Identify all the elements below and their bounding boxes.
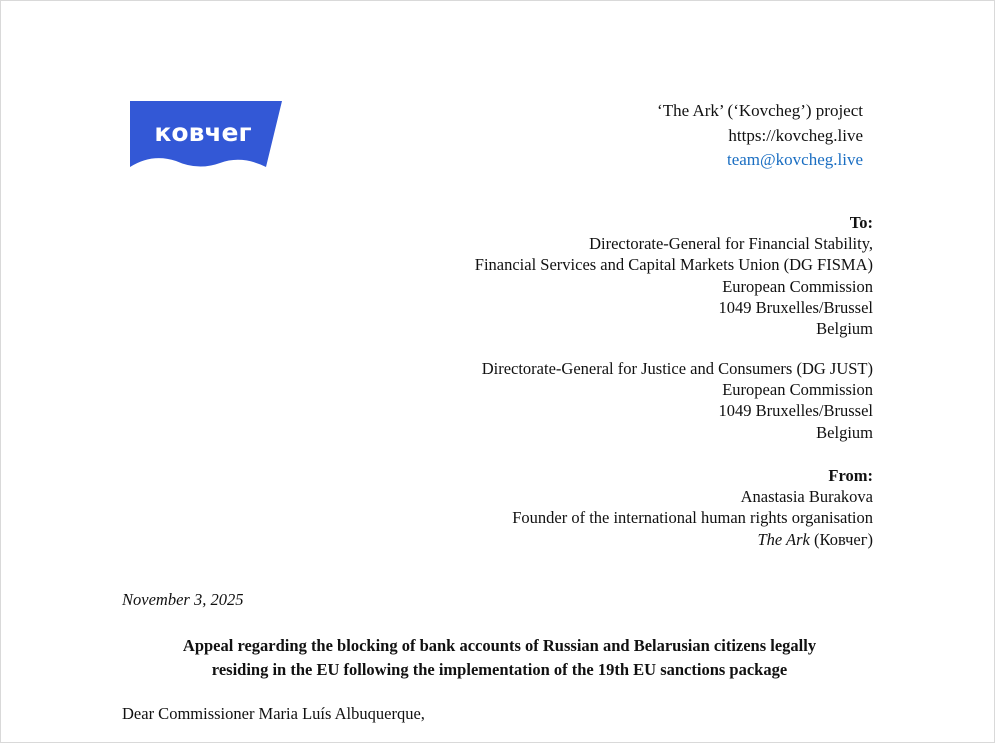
address-line: 1049 Bruxelles/Brussel bbox=[718, 297, 873, 317]
from-label: From: bbox=[828, 466, 873, 485]
address-line: Belgium bbox=[816, 319, 873, 339]
address-line: European Commission bbox=[722, 380, 873, 400]
sender-name: Anastasia Burakova bbox=[740, 487, 873, 507]
recipient-fisma bbox=[475, 212, 873, 339]
letter-date: November 3, 2025 bbox=[122, 590, 244, 609]
project-header bbox=[657, 99, 863, 173]
subject-line: residing in the EU following the implementation of the 19th EU sanctions package bbox=[211, 660, 788, 679]
address-line: Financial Services and Capital Markets Union (DG FISMA) bbox=[474, 255, 873, 275]
recipient-just bbox=[482, 358, 873, 443]
sender-organisation bbox=[512, 529, 873, 550]
address-line: 1049 Bruxelles/Brussel bbox=[718, 401, 873, 421]
address-line: European Commission bbox=[722, 276, 873, 296]
project-name: ‘The Ark’ (‘Kovcheg’) project bbox=[657, 101, 863, 120]
address-line: Belgium bbox=[816, 422, 873, 442]
org-name-cyrillic: (Ковчег) bbox=[809, 529, 873, 549]
logo-text: ковчег bbox=[154, 118, 252, 147]
kovcheg-logo bbox=[130, 101, 282, 169]
sender-block bbox=[512, 465, 873, 550]
org-name-italic: The Ark bbox=[757, 529, 810, 549]
sender-role: Founder of the international human rights organisation bbox=[512, 508, 873, 528]
project-email-link[interactable]: team@kovcheg.live bbox=[726, 150, 863, 169]
logo-graphic bbox=[130, 101, 282, 169]
address-line: Directorate-General for Justice and Consumers (DG JUST) bbox=[481, 359, 873, 378]
salutation: Dear Commissioner Maria Luís Albuquerque, bbox=[122, 704, 425, 723]
project-website: https://kovcheg.live bbox=[728, 125, 863, 145]
subject-line: Appeal regarding the blocking of bank accounts of Russian and Belarusian citizens legally bbox=[182, 636, 817, 655]
address-line: Directorate-General for Financial Stability, bbox=[589, 234, 873, 254]
to-label: To: bbox=[849, 213, 873, 232]
letter-subject bbox=[122, 634, 877, 682]
